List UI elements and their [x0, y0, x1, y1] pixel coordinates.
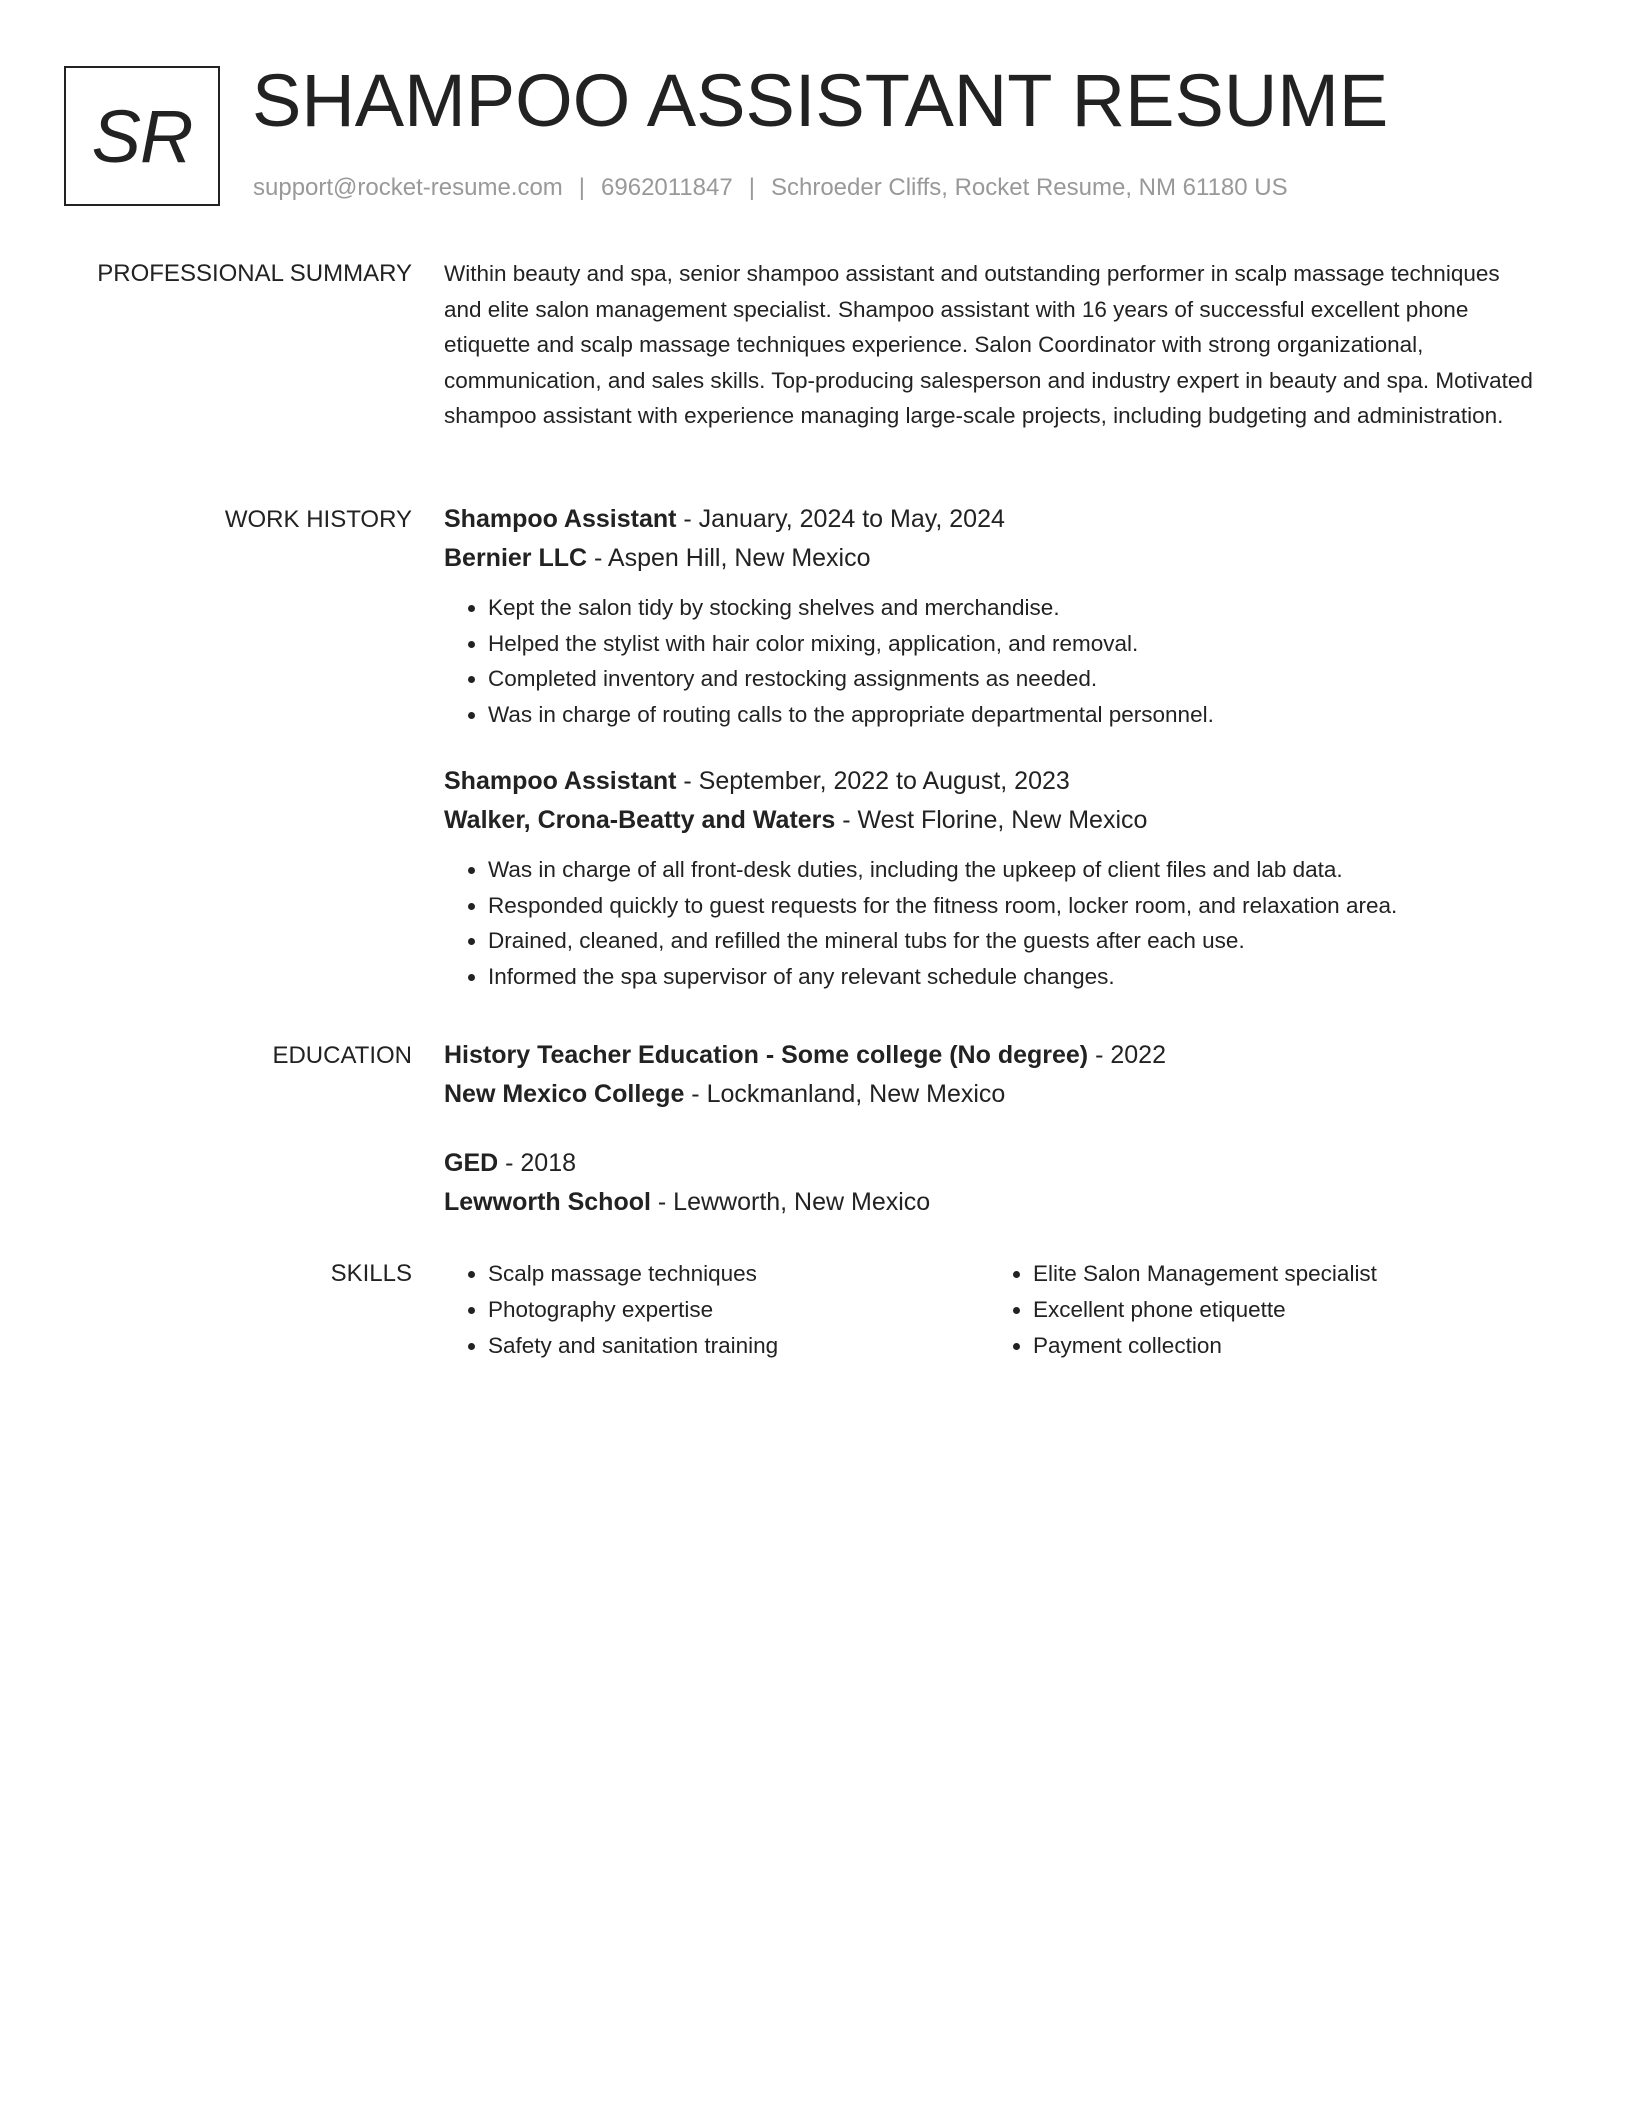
education-degree-line: [444, 1036, 1534, 1075]
skills-columns: [444, 1256, 1534, 1364]
skill-item: • Elite Salon Management specialist: [1033, 1256, 1534, 1292]
contact-separator: |: [748, 174, 755, 201]
education-year: - 2022: [1088, 1041, 1166, 1069]
contact-phone: 6962011847: [601, 174, 733, 201]
education-location: - Lewworth, New Mexico: [650, 1188, 931, 1216]
monogram-box: [64, 66, 220, 206]
skill-item: • Excellent phone etiquette: [1033, 1292, 1534, 1328]
skill-item: • Scalp massage techniques: [488, 1256, 989, 1292]
skills-column-left: [444, 1256, 989, 1364]
job-bullet: • Helped the stylist with hair color mixing, application, and removal.: [488, 626, 1534, 662]
skills-list: [989, 1256, 1534, 1364]
education-degree: History Teacher Education - Some college (No degree): [444, 1041, 1089, 1069]
summary-heading: PROFESSIONAL SUMMARY: [97, 260, 412, 287]
job-title-line: [444, 500, 1534, 539]
job-company: Bernier LLC: [444, 544, 588, 572]
work-history-body: [444, 504, 1534, 994]
education-location: - Lockmanland, New Mexico: [684, 1080, 1006, 1108]
job-title: Shampoo Assistant: [444, 767, 677, 795]
skill-item: • Photography expertise: [488, 1292, 989, 1328]
job-bullet: • Informed the spa supervisor of any relevant schedule changes.: [488, 959, 1534, 995]
job-bullet: • Responded quickly to guest requests for the fitness room, locker room, and relaxation area.: [488, 888, 1534, 924]
job-company: Walker, Crona-Beatty and Waters: [444, 806, 836, 834]
education-school: New Mexico College: [444, 1080, 685, 1108]
resume-title: SHAMPOO ASSISTANT RESUME: [252, 59, 1389, 142]
contact-line: [253, 172, 1288, 204]
education-school: Lewworth School: [444, 1188, 651, 1216]
education-degree-line: [444, 1144, 1534, 1183]
job-bullet: • Was in charge of routing calls to the appropriate departmental personnel.: [488, 697, 1534, 733]
education-body: [444, 1040, 1534, 1222]
education-entry: [444, 1036, 1534, 1114]
job-bullet: • Kept the salon tidy by stocking shelves and merchandise.: [488, 590, 1534, 626]
job-title: Shampoo Assistant: [444, 505, 677, 533]
contact-email: support@rocket-resume.com: [253, 174, 563, 201]
education-entry: [444, 1144, 1534, 1222]
education-degree: GED: [444, 1149, 499, 1177]
job-entry: [444, 762, 1534, 994]
summary-body: [444, 258, 1534, 434]
education-school-line: [444, 1183, 1534, 1222]
job-title-line: [444, 762, 1534, 801]
skills-body: [444, 1258, 1534, 1364]
education-year: - 2018: [498, 1149, 577, 1177]
skill-item: • Safety and sanitation training: [488, 1328, 989, 1364]
job-bullet: • Drained, cleaned, and refilled the mineral tubs for the guests after each use.: [488, 923, 1534, 959]
contact-address: Schroeder Cliffs, Rocket Resume, NM 61180 US: [770, 174, 1288, 201]
work-history-heading: WORK HISTORY: [224, 506, 412, 533]
job-company-line: [444, 801, 1534, 840]
job-bullets: [444, 590, 1534, 732]
summary-text: Within beauty and spa, senior shampoo assistant and outstanding performer in scalp massage techniques and elite salon management specialist. Shampoo assistant with 16 years of successful excellent phone etiquette and scalp massage techniques experience. Salon Coordinator with strong organizational, communication, and sales skills. Top-producing salesperson and industry expert in beauty and spa. Motivated shampoo assistant with experience managing large-scale projects, including budgeting and administration.: [444, 261, 1533, 428]
job-location: - Aspen Hill, New Mexico: [587, 544, 871, 572]
contact-separator: |: [578, 174, 586, 201]
skills-column-right: [989, 1256, 1534, 1364]
job-bullet: • Was in charge of all front-desk duties, including the upkeep of client files and lab data.: [488, 852, 1534, 888]
skills-list: [444, 1256, 989, 1364]
job-bullet: • Completed inventory and restocking assignments as needed.: [488, 661, 1534, 697]
job-dates: - September, 2022 to August, 2023: [676, 767, 1070, 795]
job-bullets: [444, 852, 1534, 994]
education-school-line: [444, 1075, 1534, 1114]
skill-item: • Payment collection: [1033, 1328, 1534, 1364]
job-location: - West Florine, New Mexico: [835, 806, 1148, 834]
education-heading: EDUCATION: [272, 1042, 412, 1069]
job-company-line: [444, 539, 1534, 578]
skills-heading: SKILLS: [330, 1260, 412, 1287]
job-dates: - January, 2024 to May, 2024: [676, 505, 1005, 533]
monogram-initials: SR: [91, 94, 193, 178]
job-entry: [444, 500, 1534, 732]
